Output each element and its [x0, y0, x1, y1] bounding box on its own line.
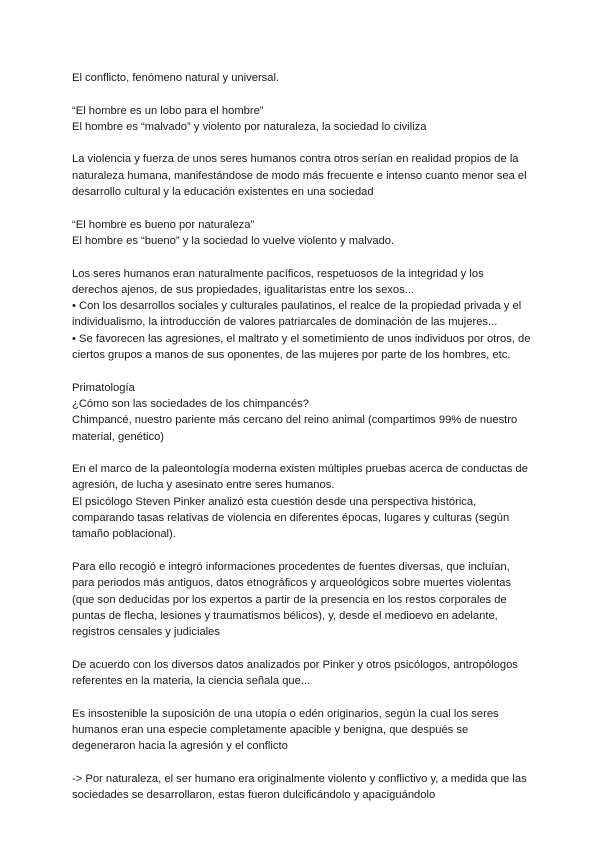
text-line: tamaño poblacional). [72, 528, 176, 541]
text-line: ¿Cómo son las sociedades de los chimpancés? [72, 397, 309, 410]
paragraph-paleontologia [72, 461, 540, 542]
paragraph-fuentes [72, 559, 540, 640]
text-line: naturaleza humana, manifestándose de modo más frecuente e intenso cuanto menor sea el [72, 169, 527, 182]
text-line: ciertos grupos a manos de sus oponentes, de las mujeres por parte de los hombres, etc. [72, 349, 511, 362]
text-line: En el marco de la paleontología moderna existen múltiples pruebas acerca de conductas de [72, 463, 528, 476]
text-line: desarrollo cultural y la educación existentes en una sociedad [72, 186, 374, 199]
text-line: “El hombre es un lobo para el hombre” [72, 104, 264, 117]
text-line: Para ello recogió e integró informaciones procedentes de fuentes diversas, que incluían, [72, 560, 510, 573]
paragraph-utopia [72, 706, 540, 755]
text-line: De acuerdo con los diversos datos analizados por Pinker y otros psicólogos, antropólogos [72, 658, 518, 671]
paragraph-primatologia [72, 380, 540, 445]
text-line: para periodos más antiguos, datos etnográficos y arqueológicos sobre muertes violentas [72, 577, 512, 590]
paragraph-bueno [72, 217, 540, 250]
text-line: sociedades se desarrollaron, estas fueron dulcificándolo y apaciguándolo [72, 789, 436, 802]
text-line: (que son deducidas por los expertos a partir de la presencia en los restos corporales de [72, 593, 507, 606]
text-line: Es insostenible la suposición de una utopía o edén originarios, según la cual los seres [72, 707, 499, 720]
text-line: -> Por naturaleza, el ser humano era originalmente violento y conflictivo y, a medida que las [72, 772, 527, 785]
paragraph-lobo [72, 103, 540, 136]
document-page [72, 70, 540, 820]
text-line: Chimpancé, nuestro pariente más cercano del reino animal (compartimos 99% de nuestro [72, 414, 518, 427]
text-line: “El hombre es bueno por naturaleza” [72, 218, 255, 231]
text-line: individualismo, la introducción de valores patriarcales de dominación de las mujeres... [72, 316, 498, 329]
text-line: material, genético) [72, 430, 165, 443]
text-line: El conflicto, fenómeno natural y universal. [72, 72, 280, 84]
text-line: Los seres humanos eran naturalmente pacíficos, respetuosos de la integridad y los [72, 267, 484, 280]
text-line: humanos eran una especie completamente apacible y benigna, que después se [72, 723, 469, 736]
text-line: registros censales y judiciales [72, 626, 220, 639]
paragraph-pinker [72, 657, 540, 690]
paragraph-violencia [72, 151, 540, 200]
text-line: referentes en la materia, la ciencia señala que... [72, 674, 311, 687]
paragraph-conclusion [72, 771, 540, 804]
text-line: El psicólogo Steven Pinker analizó esta cuestión desde una perspectiva histórica, [72, 495, 477, 508]
text-line: derechos ajenos, de sus propiedades, igualitaristas entre los sexos... [72, 283, 415, 296]
text-line: La violencia y fuerza de unos seres humanos contra otros serían en realidad propios de la [72, 153, 519, 166]
text-line: puntas de flecha, lesiones y traumatismos bélicos), y, desde el medioevo en adelante, [72, 609, 498, 622]
text-line: comparando tasas relativas de violencia en diferentes épocas, lugares y culturas (según [72, 512, 510, 525]
text-line: degeneraron hacia la agresión y el conflicto [72, 740, 288, 753]
bullet-line: • Con los desarrollos sociales y culturales paulatinos, el realce de la propiedad privada y el [72, 300, 522, 313]
text-line: agresión, de lucha y asesinato entre seres humanos. [72, 479, 335, 492]
paragraph-title [72, 70, 540, 86]
text-line: El hombre es “malvado” y violento por naturaleza, la sociedad lo civiliza [72, 120, 427, 133]
text-line: El hombre es “bueno” y la sociedad lo vuelve violento y malvado. [72, 234, 395, 247]
section-heading: Primatología [72, 381, 135, 394]
bullet-line: • Se favorecen las agresiones, el maltrato y el sometimiento de unos individuos por otros, de [72, 332, 531, 345]
paragraph-pacificos [72, 266, 540, 364]
